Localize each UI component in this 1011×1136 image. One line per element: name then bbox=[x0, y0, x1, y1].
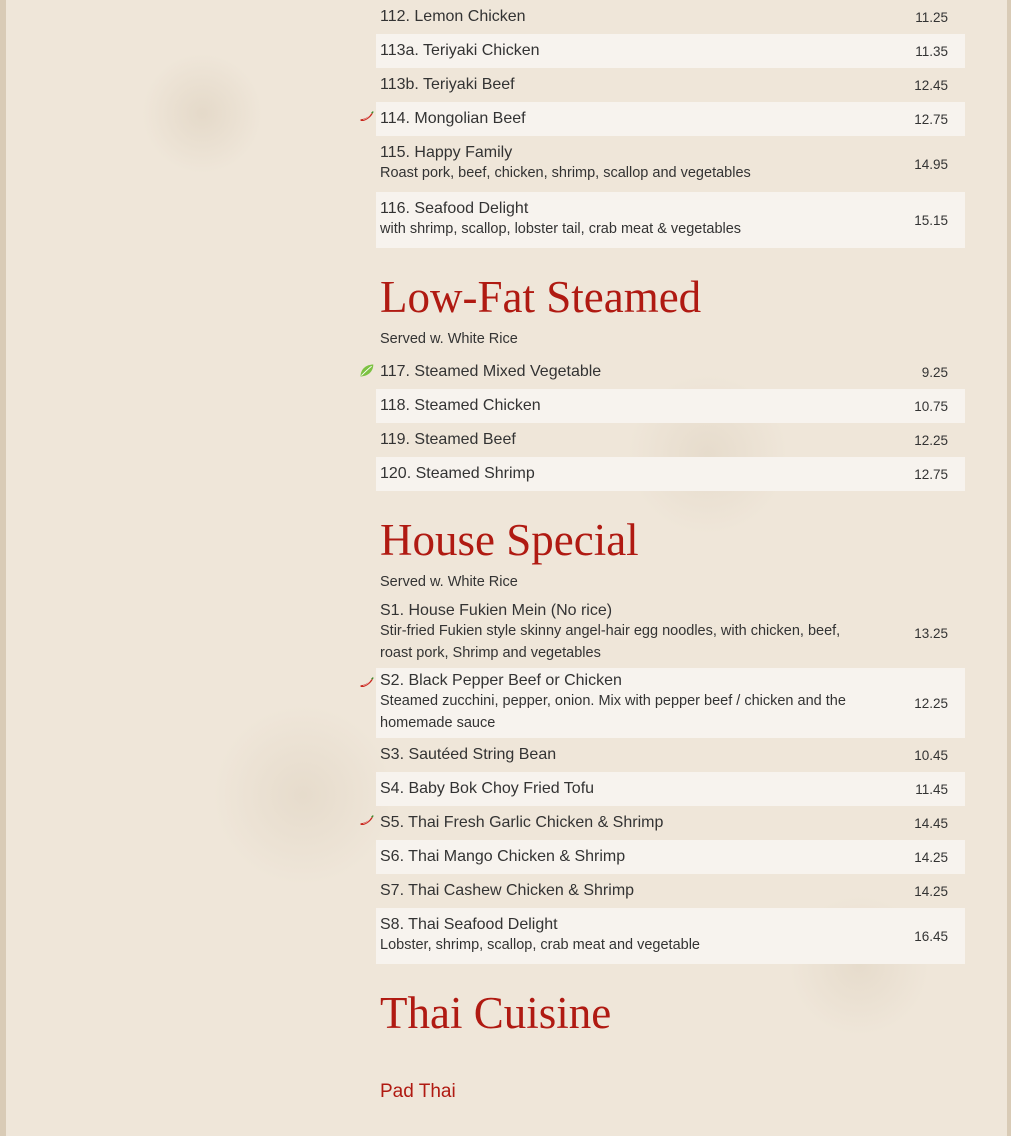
house-special-items-list bbox=[376, 598, 965, 964]
menu-item-row bbox=[376, 0, 965, 34]
menu-item-row bbox=[376, 34, 965, 68]
menu-item-info bbox=[376, 393, 888, 419]
menu-item-name: S1. House Fukien Mein (No rice) bbox=[380, 602, 613, 619]
menu-item-price: 13.25 bbox=[914, 625, 948, 641]
menu-item-row bbox=[376, 840, 965, 874]
menu-item-price: 14.25 bbox=[914, 849, 948, 865]
menu-item-name: S3. Sautéed String Bean bbox=[380, 746, 557, 763]
menu-item-row bbox=[376, 806, 965, 840]
top-items-list bbox=[376, 0, 965, 248]
menu-item-name: 113b. Teriyaki Beef bbox=[380, 76, 515, 93]
menu-item-row bbox=[376, 102, 965, 136]
menu-item-name: 117. Steamed Mixed Vegetable bbox=[380, 363, 602, 380]
menu-item-price: 11.45 bbox=[915, 781, 948, 797]
menu-item-row bbox=[376, 136, 965, 192]
menu-item-description: Lobster, shrimp, scallop, crab meat and vegetable bbox=[380, 937, 700, 953]
menu-item-description: with shrimp, scallop, lobster tail, crab meat & vegetables bbox=[380, 221, 742, 237]
menu-item-name: 120. Steamed Shrimp bbox=[380, 465, 535, 482]
menu-item-description: Steamed zucchini, pepper, onion. Mix with pepper beef / chicken and the homemade sauce bbox=[380, 693, 846, 731]
page-left-edge bbox=[0, 0, 6, 1136]
menu-item-name: S6. Thai Mango Chicken & Shrimp bbox=[380, 848, 626, 865]
menu-item-name: 112. Lemon Chicken bbox=[380, 8, 526, 25]
chili-pepper-icon bbox=[358, 675, 375, 692]
menu-item-price: 12.25 bbox=[914, 695, 948, 711]
menu-item-info bbox=[376, 38, 888, 64]
menu-item-info bbox=[376, 427, 888, 453]
menu-item-name: 116. Seafood Delight bbox=[380, 200, 529, 217]
menu-item-name: 118. Steamed Chicken bbox=[380, 397, 541, 414]
menu-item-name: S2. Black Pepper Beef or Chicken bbox=[380, 672, 622, 689]
section-subtitle: Served w. White Rice bbox=[380, 331, 518, 347]
menu-item-row bbox=[376, 457, 965, 491]
menu-item-name: S4. Baby Bok Choy Fried Tofu bbox=[380, 780, 595, 797]
menu-item-info bbox=[376, 196, 888, 244]
menu-item-info bbox=[376, 912, 888, 960]
menu-item-price: 14.25 bbox=[914, 883, 948, 899]
menu-item-info bbox=[376, 598, 888, 668]
menu-item-description: Stir-fried Fukien style skinny angel-hair egg noodles, with chicken, beef, roast pork, Shrimp and vegetables bbox=[380, 623, 841, 661]
menu-item-info bbox=[376, 742, 888, 768]
menu-item-price: 15.15 bbox=[914, 212, 948, 228]
menu-item-name: 113a. Teriyaki Chicken bbox=[380, 42, 540, 59]
page-right-edge bbox=[1007, 0, 1011, 1136]
menu-item-price: 12.75 bbox=[914, 111, 948, 127]
menu-item-name: 114. Mongolian Beef bbox=[380, 110, 526, 127]
menu-item-name: 119. Steamed Beef bbox=[380, 431, 516, 448]
menu-item-info bbox=[376, 359, 888, 385]
section-house-special bbox=[376, 514, 965, 964]
menu-item-name: S5. Thai Fresh Garlic Chicken & Shrimp bbox=[380, 814, 664, 831]
menu-item-row bbox=[376, 598, 965, 668]
menu-item-price: 9.25 bbox=[921, 364, 948, 380]
section-low-fat-steamed bbox=[376, 271, 965, 491]
menu-item-name: 115. Happy Family bbox=[380, 144, 513, 161]
menu-item-price: 11.25 bbox=[915, 9, 948, 25]
menu-item-row bbox=[376, 874, 965, 908]
menu-item-name: S8. Thai Seafood Delight bbox=[380, 916, 558, 933]
leaf-icon bbox=[358, 362, 375, 379]
menu-item-info bbox=[376, 810, 888, 836]
menu-item-info bbox=[376, 461, 888, 487]
menu-item-row bbox=[376, 668, 965, 738]
menu-item-price: 10.75 bbox=[914, 398, 948, 414]
menu-item-row bbox=[376, 908, 965, 964]
menu-item-info bbox=[376, 844, 888, 870]
section-title: Low-Fat Steamed bbox=[380, 272, 702, 322]
menu-item-row bbox=[376, 68, 965, 102]
menu-item-row bbox=[376, 192, 965, 248]
chili-pepper-icon bbox=[358, 109, 375, 126]
menu-item-price: 12.75 bbox=[914, 466, 948, 482]
menu-item-row bbox=[376, 355, 965, 389]
subsection-title: Pad Thai bbox=[380, 1081, 456, 1102]
menu-item-price: 14.45 bbox=[914, 815, 948, 831]
menu-item-row bbox=[376, 738, 965, 772]
section-thai-cuisine bbox=[376, 987, 965, 1103]
menu-item-price: 12.45 bbox=[914, 77, 948, 93]
menu-item-description: Roast pork, beef, chicken, shrimp, scallop and vegetables bbox=[380, 165, 751, 181]
menu-item-price: 16.45 bbox=[914, 928, 948, 944]
menu-item-row bbox=[376, 772, 965, 806]
menu-item-info bbox=[376, 878, 888, 904]
menu-item-info bbox=[376, 776, 888, 802]
section-title: House Special bbox=[380, 515, 639, 565]
chili-pepper-icon bbox=[358, 813, 375, 830]
menu-column bbox=[376, 0, 965, 1103]
menu-item-price: 11.35 bbox=[915, 43, 948, 59]
low-fat-items-list bbox=[376, 355, 965, 491]
menu-item-info bbox=[376, 72, 888, 98]
menu-item-row bbox=[376, 389, 965, 423]
menu-item-price: 10.45 bbox=[914, 747, 948, 763]
section-subtitle: Served w. White Rice bbox=[380, 574, 518, 590]
menu-item-name: S7. Thai Cashew Chicken & Shrimp bbox=[380, 882, 635, 899]
section-title: Thai Cuisine bbox=[380, 988, 612, 1038]
menu-item-row bbox=[376, 423, 965, 457]
menu-item-price: 14.95 bbox=[914, 156, 948, 172]
menu-item-info bbox=[376, 140, 888, 188]
menu-item-info bbox=[376, 106, 888, 132]
menu-item-price: 12.25 bbox=[914, 432, 948, 448]
menu-item-info bbox=[376, 4, 888, 30]
menu-item-info bbox=[376, 668, 888, 738]
